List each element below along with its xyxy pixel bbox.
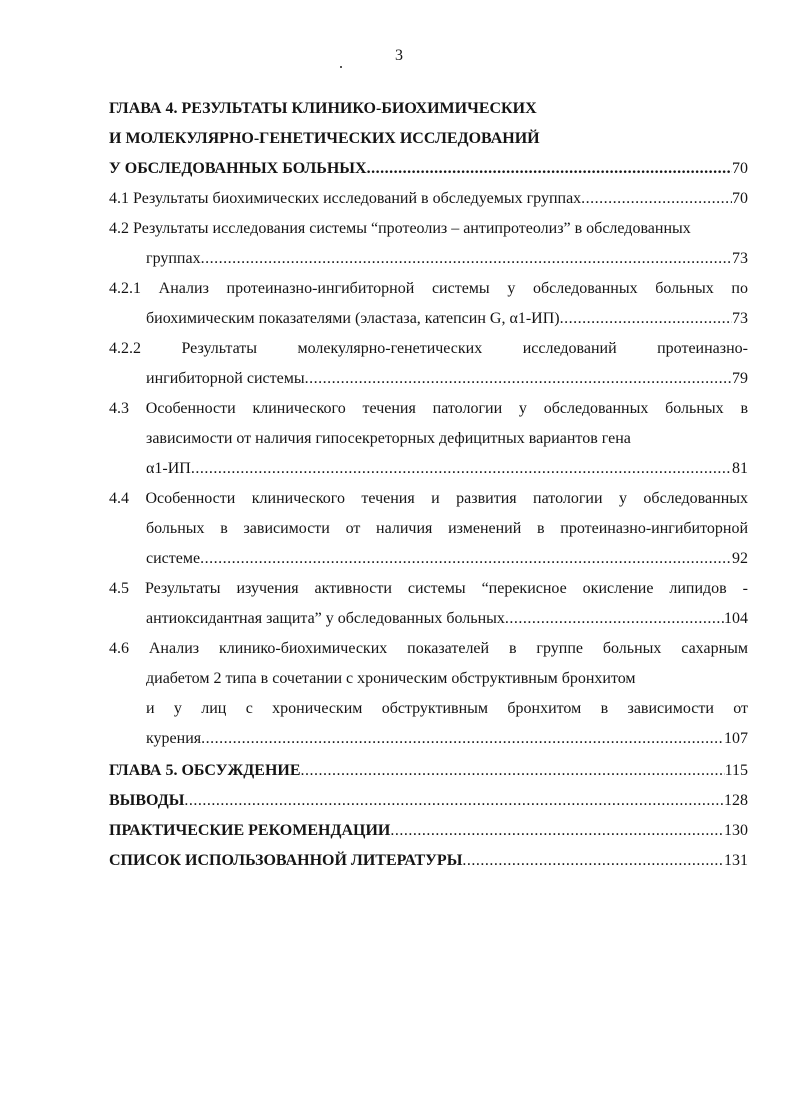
leader-dots	[200, 544, 732, 574]
toc-4-1-page: 70	[732, 190, 748, 207]
toc-ch5: ГЛАВА 5. ОБСУЖДЕНИЕ ..... 115	[109, 756, 748, 786]
toc-4-4-line3: системе ..... 92	[146, 544, 748, 574]
scan-speck	[340, 66, 342, 68]
leader-dots	[305, 364, 732, 394]
leader-dots	[201, 244, 732, 274]
leader-dots	[581, 184, 732, 214]
toc-references-page: 131	[724, 852, 748, 869]
toc-4-6-line1: 4.6 Анализ клинико-биохимических показателей в группе больных сахарным	[109, 640, 748, 657]
toc-ch4-line2: И МОЛЕКУЛЯРНО-ГЕНЕТИЧЕСКИХ ИССЛЕДОВАНИЙ	[109, 130, 540, 147]
toc-ch4-page: 70	[732, 160, 748, 177]
toc-4-4-line1: 4.4 Особенности клинического течения и развития патологии у обследованных	[109, 490, 748, 507]
toc-conclusions-page: 128	[724, 792, 748, 809]
leader-dots	[301, 756, 725, 786]
toc-4-4-line2: больных в зависимости от наличия изменений в протеиназно-ингибиторной	[146, 520, 748, 537]
toc-4-3-line2: зависимости от наличия гипосекреторных дефицитных вариантов гена	[146, 430, 631, 447]
toc-4-2-2-page: 79	[732, 370, 748, 387]
toc-4-5-page: 104	[724, 610, 748, 627]
toc-4-4-page: 92	[732, 550, 748, 567]
toc-ch4-line1: ГЛАВА 4. РЕЗУЛЬТАТЫ КЛИНИКО-БИОХИМИЧЕСКИХ	[109, 100, 537, 117]
toc-4-5-line1: 4.5 Результаты изучения активности системы “перекисное окисление липидов -	[109, 580, 748, 597]
toc-4-6-line2: диабетом 2 типа в сочетании с хроническим обструктивным бронхитом	[146, 670, 636, 687]
toc-conclusions: ВЫВОДЫ ..... 128	[109, 786, 748, 816]
toc-recommendations-page: 130	[724, 822, 748, 839]
page-number: 3	[395, 47, 403, 64]
toc-recommendations: ПРАКТИЧЕСКИЕ РЕКОМЕНДАЦИИ ..... 130	[109, 816, 748, 846]
toc-4-2-line1: 4.2 Результаты исследования системы “протеолиз – антипротеолиз” в обследованных	[109, 220, 691, 237]
toc-4-2-1-line1: 4.2.1 Анализ протеиназно-ингибиторной системы у обследованных больных по	[109, 280, 748, 297]
toc-references: СПИСОК ИСПОЛЬЗОВАННОЙ ЛИТЕРАТУРЫ ..... 131	[109, 846, 748, 876]
leader-dots	[184, 786, 724, 816]
toc-4-2-line2: группах ..... 73	[146, 244, 748, 274]
toc-4-3-page: 81	[732, 460, 748, 477]
leader-dots	[367, 154, 732, 184]
leader-dots	[462, 846, 724, 876]
toc-4-6-line4: курения ..... 107	[146, 724, 748, 754]
toc-4-2-2-line1: 4.2.2 Результаты молекулярно-генетических исследований протеиназно-	[109, 340, 748, 357]
toc-4-2-1-page: 73	[732, 310, 748, 327]
toc-4-2-1-line2: биохимическим показателями (эластаза, катепсин G, α1-ИП) ..... 73	[146, 304, 748, 334]
toc-4-6-page: 107	[724, 730, 748, 747]
toc-ch4-line3: У ОБСЛЕДОВАННЫХ БОЛЬНЫХ ..... 70	[109, 154, 748, 184]
toc-4-5-line2: антиоксидантная защита” у обследованных больных ..... 104	[146, 604, 748, 634]
toc-ch5-page: 115	[724, 762, 748, 779]
toc-4-3-line3: α1-ИП ..... 81	[146, 454, 748, 484]
leader-dots	[201, 724, 724, 754]
toc-4-1: 4.1 Результаты биохимических исследований в обследуемых группах ..... 70	[109, 184, 748, 214]
leader-dots	[505, 604, 724, 634]
leader-dots	[191, 454, 732, 484]
toc-4-3-line1: 4.3 Особенности клинического течения патологии у обследованных больных в	[109, 400, 748, 417]
toc-4-2-page: 73	[732, 250, 748, 267]
leader-dots	[390, 816, 724, 846]
toc-4-2-2-line2: ингибиторной системы ..... 79	[146, 364, 748, 394]
leader-dots	[560, 304, 732, 334]
toc-4-6-line3: и у лиц с хроническим обструктивным бронхитом в зависимости от	[146, 700, 748, 717]
